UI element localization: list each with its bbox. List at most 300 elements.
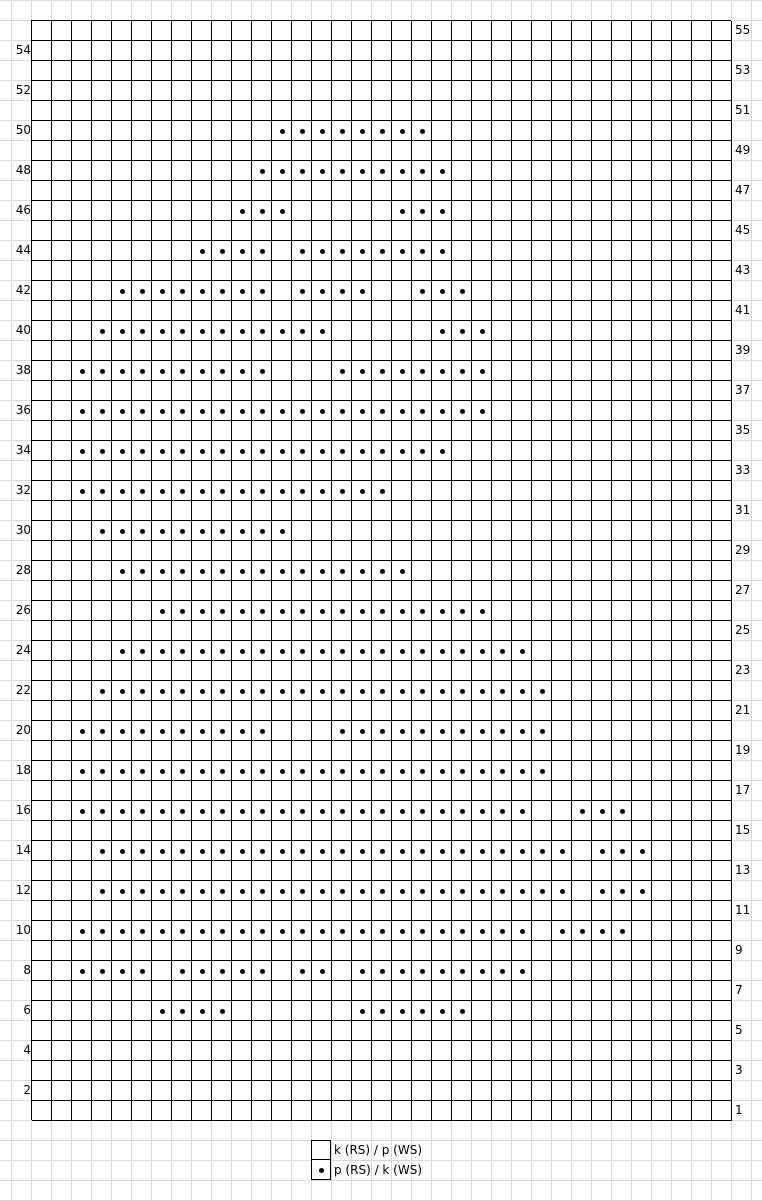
knit-stitch-cell — [452, 181, 472, 201]
purl-stitch-cell — [432, 601, 452, 621]
knit-stitch-cell — [612, 741, 632, 761]
knit-stitch-cell — [312, 1001, 332, 1021]
purl-stitch-cell — [432, 921, 452, 941]
knit-stitch-cell — [512, 301, 532, 321]
knit-stitch-cell — [372, 821, 392, 841]
knit-stitch-cell — [672, 1081, 692, 1101]
knit-stitch-cell — [292, 61, 312, 81]
knit-stitch-cell — [672, 261, 692, 281]
knit-stitch-cell — [272, 1041, 292, 1061]
knit-stitch-cell — [692, 301, 712, 321]
knit-stitch-cell — [32, 921, 52, 941]
purl-stitch-cell — [132, 761, 152, 781]
knit-stitch-cell — [232, 941, 252, 961]
purl-stitch-cell — [292, 441, 312, 461]
knit-stitch-cell — [512, 861, 532, 881]
knit-stitch-cell — [92, 781, 112, 801]
knit-stitch-cell — [32, 1101, 52, 1121]
purl-stitch-cell — [292, 961, 312, 981]
knit-stitch-cell — [512, 941, 532, 961]
knit-stitch-cell — [112, 141, 132, 161]
knit-stitch-cell — [172, 1021, 192, 1041]
purl-stitch-cell — [92, 521, 112, 541]
knit-stitch-cell — [532, 621, 552, 641]
knit-stitch-cell — [692, 221, 712, 241]
knit-stitch-cell — [112, 41, 132, 61]
knit-stitch-cell — [652, 661, 672, 681]
knit-stitch-cell — [692, 441, 712, 461]
purl-stitch-cell — [372, 561, 392, 581]
purl-stitch-cell — [432, 321, 452, 341]
knit-stitch-cell — [712, 421, 732, 441]
purl-stitch-cell — [292, 841, 312, 861]
knit-stitch-cell — [92, 241, 112, 261]
knit-stitch-cell — [632, 201, 652, 221]
knit-stitch-cell — [132, 1061, 152, 1081]
knit-stitch-cell — [292, 361, 312, 381]
knit-stitch-cell — [432, 941, 452, 961]
knit-stitch-cell — [452, 781, 472, 801]
knit-stitch-cell — [212, 381, 232, 401]
knit-stitch-cell — [432, 1081, 452, 1101]
knit-stitch-cell — [472, 381, 492, 401]
knit-stitch-cell — [212, 341, 232, 361]
knit-stitch-cell — [652, 1021, 672, 1041]
knit-stitch-cell — [392, 501, 412, 521]
knit-stitch-cell — [392, 261, 412, 281]
knit-stitch-cell — [172, 81, 192, 101]
knit-stitch-cell — [672, 1021, 692, 1041]
knit-stitch-cell — [132, 1001, 152, 1021]
purl-stitch-cell — [152, 361, 172, 381]
knit-stitch-cell — [472, 981, 492, 1001]
knit-stitch-cell — [92, 561, 112, 581]
purl-stitch-cell — [212, 721, 232, 741]
knit-stitch-cell — [72, 1001, 92, 1021]
knit-stitch-cell — [352, 941, 372, 961]
knit-stitch-cell — [352, 81, 372, 101]
purl-stitch-cell — [392, 121, 412, 141]
knit-stitch-cell — [352, 981, 372, 1001]
knit-stitch-cell — [52, 481, 72, 501]
knit-stitch-cell — [372, 1061, 392, 1081]
purl-stitch-cell — [412, 401, 432, 421]
knit-stitch-cell — [52, 701, 72, 721]
knit-stitch-cell — [292, 501, 312, 521]
knit-stitch-cell — [312, 201, 332, 221]
knit-stitch-cell — [192, 1081, 212, 1101]
purl-stitch-cell — [192, 561, 212, 581]
purl-stitch-cell — [172, 521, 192, 541]
purl-stitch-cell — [312, 401, 332, 421]
knit-stitch-cell — [332, 261, 352, 281]
knit-stitch-cell — [372, 621, 392, 641]
knit-stitch-cell — [472, 421, 492, 441]
purl-stitch-cell — [92, 921, 112, 941]
row-number-4: 4 — [23, 1043, 31, 1057]
knit-stitch-cell — [532, 381, 552, 401]
knit-stitch-cell — [392, 621, 412, 641]
knit-stitch-cell — [32, 121, 52, 141]
knit-stitch-cell — [612, 661, 632, 681]
knit-stitch-cell — [672, 581, 692, 601]
purl-stitch-cell — [192, 921, 212, 941]
purl-stitch-cell — [332, 641, 352, 661]
knit-stitch-cell — [112, 601, 132, 621]
knit-stitch-cell — [332, 61, 352, 81]
knit-stitch-cell — [492, 301, 512, 321]
knit-stitch-cell — [632, 501, 652, 521]
knit-stitch-cell — [712, 561, 732, 581]
purl-stitch-cell — [232, 761, 252, 781]
knit-stitch-cell — [152, 261, 172, 281]
knit-stitch-cell — [612, 241, 632, 261]
knit-stitch-cell — [252, 1001, 272, 1021]
purl-stitch-cell — [412, 121, 432, 141]
knit-stitch-cell — [272, 901, 292, 921]
knit-stitch-cell — [352, 101, 372, 121]
knit-stitch-cell — [272, 381, 292, 401]
knit-stitch-cell — [692, 701, 712, 721]
knit-stitch-cell — [212, 701, 232, 721]
purl-stitch-cell — [152, 521, 172, 541]
knit-stitch-cell — [372, 141, 392, 161]
knit-stitch-cell — [512, 481, 532, 501]
knit-stitch-cell — [72, 41, 92, 61]
knit-stitch-cell — [412, 521, 432, 541]
knit-stitch-cell — [552, 661, 572, 681]
knit-stitch-cell — [592, 981, 612, 1001]
knit-stitch-cell — [492, 701, 512, 721]
knit-stitch-cell — [312, 981, 332, 1001]
knit-stitch-cell — [32, 941, 52, 961]
knit-stitch-cell — [652, 461, 672, 481]
knit-stitch-cell — [372, 661, 392, 681]
knit-stitch-cell — [472, 221, 492, 241]
knit-stitch-cell — [72, 241, 92, 261]
purl-stitch-cell — [492, 961, 512, 981]
knit-stitch-cell — [32, 481, 52, 501]
purl-stitch-cell — [392, 201, 412, 221]
knit-stitch-cell — [132, 941, 152, 961]
knit-stitch-cell — [472, 101, 492, 121]
knit-stitch-cell — [352, 781, 372, 801]
purl-stitch-cell — [472, 401, 492, 421]
knit-stitch-cell — [472, 41, 492, 61]
knit-stitch-cell — [612, 381, 632, 401]
knit-stitch-cell — [492, 741, 512, 761]
purl-stitch-cell — [212, 921, 232, 941]
purl-stitch-cell — [452, 281, 472, 301]
knit-stitch-cell — [352, 861, 372, 881]
knit-stitch-cell — [512, 141, 532, 161]
knit-stitch-cell — [552, 801, 572, 821]
knit-stitch-cell — [292, 81, 312, 101]
knit-stitch-cell — [572, 41, 592, 61]
knit-stitch-cell — [72, 661, 92, 681]
knit-stitch-cell — [332, 41, 352, 61]
purl-stitch-cell — [92, 881, 112, 901]
knit-stitch-cell — [232, 161, 252, 181]
knit-stitch-cell — [32, 621, 52, 641]
knit-stitch-cell — [192, 981, 212, 1001]
knit-stitch-cell — [392, 321, 412, 341]
purl-stitch-cell — [312, 841, 332, 861]
purl-stitch-cell — [272, 401, 292, 421]
purl-stitch-cell — [372, 361, 392, 381]
knit-stitch-cell — [132, 581, 152, 601]
knit-stitch-cell — [192, 81, 212, 101]
knit-stitch-cell — [392, 521, 412, 541]
knit-stitch-cell — [592, 441, 612, 461]
knit-stitch-cell — [312, 461, 332, 481]
purl-stitch-cell — [232, 721, 252, 741]
knit-stitch-cell — [692, 61, 712, 81]
knit-stitch-cell — [592, 1021, 612, 1041]
knit-stitch-cell — [272, 501, 292, 521]
purl-stitch-cell — [132, 441, 152, 461]
knit-stitch-cell — [492, 201, 512, 221]
purl-stitch-cell — [492, 681, 512, 701]
knit-stitch-cell — [272, 861, 292, 881]
knit-stitch-cell — [312, 861, 332, 881]
knit-stitch-cell — [492, 581, 512, 601]
purl-stitch-cell — [232, 321, 252, 341]
knit-stitch-cell — [372, 981, 392, 1001]
purl-stitch-cell — [312, 801, 332, 821]
knit-stitch-cell — [312, 521, 332, 541]
purl-stitch-cell — [552, 921, 572, 941]
knit-stitch-cell — [332, 301, 352, 321]
purl-stitch-cell — [352, 681, 372, 701]
knit-stitch-cell — [632, 341, 652, 361]
knit-stitch-cell — [312, 101, 332, 121]
purl-stitch-cell — [272, 681, 292, 701]
purl-stitch-cell — [212, 361, 232, 381]
purl-stitch-cell — [132, 641, 152, 661]
knit-stitch-cell — [672, 241, 692, 261]
knit-stitch-cell — [32, 981, 52, 1001]
knit-stitch-cell — [112, 461, 132, 481]
knit-stitch-cell — [352, 661, 372, 681]
purl-stitch-cell — [292, 601, 312, 621]
knit-stitch-cell — [572, 421, 592, 441]
knit-stitch-cell — [412, 101, 432, 121]
knit-stitch-cell — [712, 121, 732, 141]
knit-stitch-cell — [512, 1001, 532, 1021]
knit-stitch-cell — [412, 481, 432, 501]
knit-stitch-cell — [492, 61, 512, 81]
knit-stitch-cell — [672, 121, 692, 141]
knit-stitch-cell — [612, 201, 632, 221]
knit-stitch-cell — [292, 1081, 312, 1101]
knit-stitch-cell — [492, 481, 512, 501]
knit-stitch-cell — [372, 341, 392, 361]
knit-stitch-cell — [372, 381, 392, 401]
knit-stitch-cell — [532, 1021, 552, 1041]
purl-stitch-cell — [192, 601, 212, 621]
row-number-5: 5 — [735, 1023, 743, 1037]
knit-stitch-cell — [192, 1041, 212, 1061]
knit-stitch-cell — [432, 981, 452, 1001]
knit-stitch-cell — [632, 41, 652, 61]
purl-stitch-cell — [472, 801, 492, 821]
knit-stitch-cell — [592, 761, 612, 781]
knit-stitch-cell — [572, 821, 592, 841]
knit-stitch-cell — [432, 1041, 452, 1061]
purl-stitch-cell — [432, 721, 452, 741]
knit-stitch-cell — [192, 21, 212, 41]
knit-stitch-cell — [472, 1101, 492, 1121]
knit-stitch-cell — [172, 141, 192, 161]
knit-stitch-cell — [612, 1061, 632, 1081]
knit-stitch-cell — [312, 41, 332, 61]
knit-stitch-cell — [592, 341, 612, 361]
purl-stitch-cell — [232, 521, 252, 541]
knit-stitch-cell — [52, 201, 72, 221]
knit-stitch-cell — [332, 1021, 352, 1041]
purl-stitch-cell — [292, 121, 312, 141]
purl-stitch-cell — [92, 721, 112, 741]
knit-stitch-cell — [512, 61, 532, 81]
knit-stitch-cell — [492, 1041, 512, 1061]
knit-stitch-cell — [552, 1061, 572, 1081]
knit-stitch-cell — [692, 1001, 712, 1021]
purl-stitch-cell — [272, 761, 292, 781]
knit-stitch-cell — [552, 1041, 572, 1061]
knit-stitch-cell — [232, 1081, 252, 1101]
knit-stitch-cell — [372, 1021, 392, 1041]
knit-stitch-cell — [292, 781, 312, 801]
knit-stitch-cell — [232, 421, 252, 441]
knit-stitch-cell — [232, 781, 252, 801]
knit-stitch-cell — [32, 661, 52, 681]
knit-stitch-cell — [72, 141, 92, 161]
knit-stitch-cell — [452, 521, 472, 541]
knit-stitch-cell — [352, 421, 372, 441]
knit-stitch-cell — [692, 141, 712, 161]
knit-stitch-cell — [552, 641, 572, 661]
purl-stitch-cell — [372, 921, 392, 941]
knit-stitch-cell — [652, 181, 672, 201]
purl-stitch-cell — [112, 521, 132, 541]
knit-stitch-cell — [32, 841, 52, 861]
knit-stitch-cell — [592, 1061, 612, 1081]
knit-stitch-cell — [652, 1001, 672, 1021]
knit-stitch-cell — [432, 221, 452, 241]
knit-stitch-cell — [172, 341, 192, 361]
knit-stitch-cell — [232, 741, 252, 761]
knit-stitch-cell — [612, 821, 632, 841]
knit-stitch-cell — [472, 501, 492, 521]
knit-stitch-cell — [52, 761, 72, 781]
knit-stitch-cell — [212, 781, 232, 801]
purl-stitch-cell — [312, 881, 332, 901]
knit-stitch-cell — [572, 661, 592, 681]
knit-stitch-cell — [292, 21, 312, 41]
purl-stitch-cell — [472, 921, 492, 941]
knit-stitch-cell — [672, 681, 692, 701]
knit-stitch-cell — [632, 161, 652, 181]
knit-stitch-cell — [232, 261, 252, 281]
knit-stitch-cell — [152, 81, 172, 101]
knit-stitch-cell — [692, 361, 712, 381]
knit-stitch-cell — [332, 101, 352, 121]
knit-stitch-cell — [592, 281, 612, 301]
purl-stitch-cell — [192, 681, 212, 701]
knit-stitch-cell — [452, 501, 472, 521]
knit-stitch-cell — [212, 61, 232, 81]
knit-stitch-cell — [252, 621, 272, 641]
knit-stitch-cell — [512, 541, 532, 561]
knit-stitch-cell — [452, 141, 472, 161]
knit-stitch-cell — [652, 541, 672, 561]
knit-stitch-cell — [252, 141, 272, 161]
purl-stitch-cell — [632, 881, 652, 901]
knit-stitch-cell — [212, 21, 232, 41]
knit-stitch-cell — [292, 181, 312, 201]
purl-stitch-cell — [72, 761, 92, 781]
knit-stitch-cell — [92, 261, 112, 281]
knit-stitch-cell — [192, 61, 212, 81]
knit-stitch-cell — [272, 341, 292, 361]
knit-stitch-cell — [332, 941, 352, 961]
knit-stitch-cell — [692, 601, 712, 621]
knit-stitch-cell — [632, 301, 652, 321]
purl-stitch-cell — [372, 881, 392, 901]
purl-stitch-cell — [212, 561, 232, 581]
knit-stitch-cell — [412, 261, 432, 281]
knit-stitch-cell — [172, 21, 192, 41]
knit-stitch-cell — [632, 801, 652, 821]
knit-stitch-cell — [192, 901, 212, 921]
purl-stitch-cell — [132, 521, 152, 541]
row-number-34: 34 — [15, 443, 31, 457]
knit-stitch-cell — [552, 341, 572, 361]
knit-stitch-cell — [712, 641, 732, 661]
knit-stitch-cell — [652, 401, 672, 421]
knit-stitch-cell — [332, 1101, 352, 1121]
knit-stitch-cell — [32, 321, 52, 341]
knit-stitch-cell — [632, 61, 652, 81]
knit-stitch-cell — [32, 21, 52, 41]
purl-stitch-cell — [312, 961, 332, 981]
knit-stitch-cell — [492, 181, 512, 201]
knit-stitch-cell — [112, 581, 132, 601]
knit-stitch-cell — [472, 461, 492, 481]
knit-stitch-cell — [52, 921, 72, 941]
knit-stitch-cell — [92, 901, 112, 921]
knit-stitch-cell — [652, 141, 672, 161]
purl-stitch-cell — [332, 561, 352, 581]
row-number-39: 39 — [735, 343, 751, 357]
knit-stitch-cell — [692, 801, 712, 821]
knit-stitch-cell — [252, 541, 272, 561]
knit-stitch-cell — [232, 661, 252, 681]
knit-stitch-cell — [692, 1061, 712, 1081]
knit-stitch-cell — [272, 721, 292, 741]
knit-stitch-cell — [312, 581, 332, 601]
knit-stitch-cell — [32, 961, 52, 981]
purl-stitch-cell — [172, 881, 192, 901]
knit-stitch-cell — [592, 581, 612, 601]
knit-stitch-cell — [172, 501, 192, 521]
knit-stitch-cell — [512, 221, 532, 241]
purl-stitch-cell — [232, 841, 252, 861]
purl-stitch-cell — [132, 961, 152, 981]
knit-stitch-cell — [152, 21, 172, 41]
knit-stitch-cell — [252, 1041, 272, 1061]
